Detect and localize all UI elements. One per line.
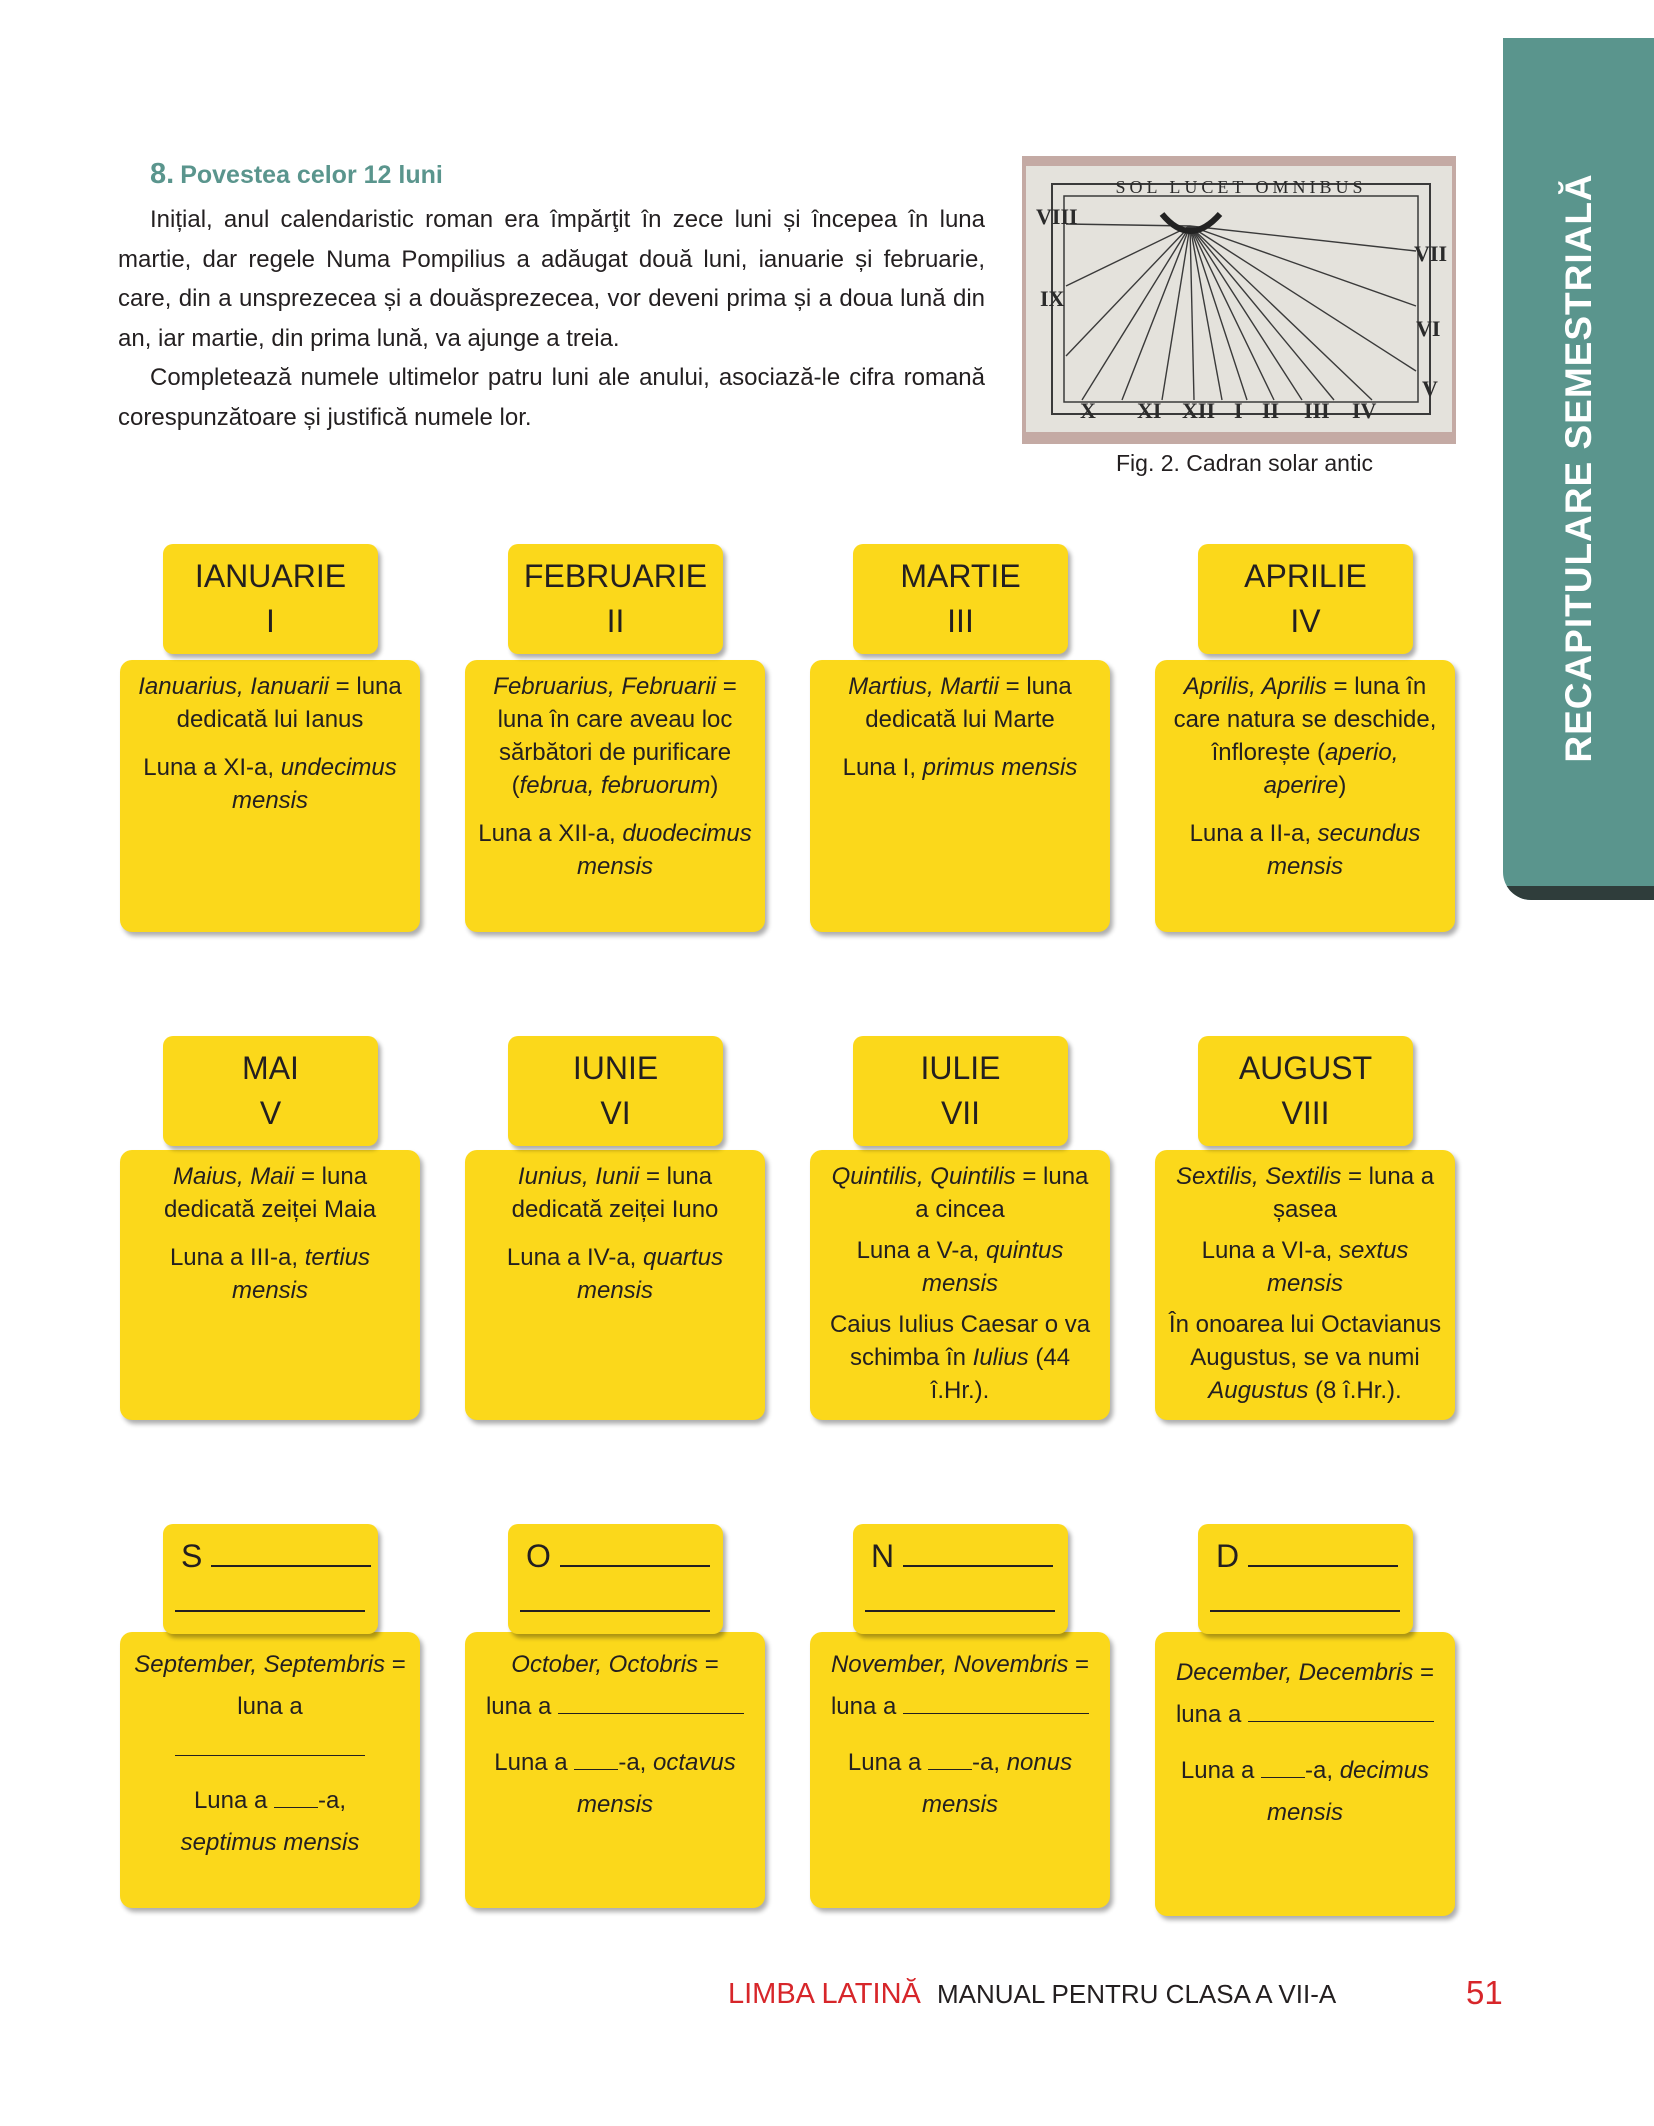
month-header-aug [1198, 1036, 1413, 1146]
paren-close: ) [710, 772, 719, 799]
ordinal: tertius mensis [231, 1244, 371, 1304]
order: Luna I, [842, 754, 923, 781]
order-suffix: -a, [318, 1787, 347, 1814]
figure-caption: Fig. 2. Cadran solar antic [1116, 450, 1373, 476]
meaning-prefix: luna a [830, 1693, 897, 1720]
month-numeral-blank[interactable] [520, 1580, 710, 1612]
ordinal: octavus mensis [576, 1749, 736, 1818]
month-card-may [120, 1150, 420, 1420]
sundial-inscription: SOL LUCET OMNIBUS [1115, 177, 1367, 197]
renaming-date: (44 î.Hr.). [930, 1344, 1071, 1404]
latin-name: Martius, Martii [848, 673, 999, 700]
month-name-blank[interactable] [211, 1535, 371, 1567]
order: Luna a [494, 1749, 575, 1776]
month-card-nov [810, 1632, 1110, 1908]
month-numeral-blank[interactable] [175, 1580, 365, 1612]
numeral-x: X [1080, 398, 1096, 423]
order: Luna a XI-a, [143, 754, 281, 781]
exercise-text [118, 200, 985, 437]
ordinal: septimus mensis [180, 1829, 360, 1856]
meaning: = [1413, 1659, 1435, 1686]
numeral-ix: IX [1040, 286, 1065, 311]
latin-name: September, Septembris [134, 1651, 386, 1678]
latin-name: Quintilis, Quintilis [831, 1163, 1016, 1190]
instruction-paragraph: Completează numele ultimelor patru luni ale anului, asociază-le cifra romană corespunzătoare și justifică numele lor. [118, 364, 985, 431]
numeral-v: V [1422, 376, 1438, 401]
month-numeral: IV [1290, 603, 1321, 639]
month-initial: S [181, 1538, 203, 1574]
month-card-dec [1155, 1632, 1455, 1916]
meaning-blank[interactable] [175, 1729, 365, 1756]
numeral-iii: III [1304, 398, 1330, 423]
month-card-mar [810, 660, 1110, 932]
order: Luna a XII-a, [478, 820, 623, 847]
meaning: = luna dedicată lui Marte [865, 673, 1072, 733]
month-name: AUGUST [1238, 1050, 1373, 1086]
etymology: aperio, aperire [1263, 739, 1399, 799]
month-initial: N [871, 1538, 895, 1574]
order-suffix: -a, [972, 1749, 1007, 1776]
page-footer [728, 1978, 1336, 2011]
meaning: = luna a [237, 1651, 406, 1720]
numeral-i: I [1234, 398, 1243, 423]
page-number: 51 [1466, 1974, 1503, 2011]
exercise-number: 8. [150, 158, 175, 190]
meaning-blank[interactable] [903, 1687, 1089, 1714]
order-suffix: -a, [1305, 1757, 1340, 1784]
month-numeral: III [947, 603, 974, 639]
month-numeral: VIII [1281, 1095, 1330, 1131]
month-numeral: VII [940, 1095, 981, 1131]
exercise-title [150, 158, 443, 191]
month-numeral: VI [600, 1095, 631, 1131]
month-numeral: I [266, 603, 275, 639]
month-card-feb [465, 660, 765, 932]
meaning-blank[interactable] [558, 1687, 744, 1714]
month-card-jul [810, 1150, 1110, 1420]
order-blank[interactable] [574, 1743, 618, 1770]
ordinal: quartus mensis [576, 1244, 724, 1304]
latin-name: Ianuarius, Ianuarii [138, 673, 330, 700]
month-initial: O [526, 1538, 551, 1574]
month-name: IANUARIE [194, 558, 347, 594]
month-card-oct [465, 1632, 765, 1908]
meaning: = [698, 1651, 719, 1678]
numeral-iv: IV [1352, 398, 1377, 423]
sundial-image [1022, 156, 1456, 444]
order: Luna a IV-a, [506, 1244, 644, 1271]
ordinal: quintus mensis [921, 1237, 1064, 1297]
order: Luna a [193, 1787, 275, 1814]
month-header-jan [163, 544, 378, 654]
month-name: MARTIE [900, 558, 1021, 594]
numeral-ii: II [1262, 398, 1280, 423]
meaning-prefix: luna a [485, 1693, 552, 1720]
meaning: = luna dedicată zeiței Maia [163, 1163, 377, 1223]
month-numeral-blank[interactable] [865, 1580, 1055, 1612]
order: Luna a II-a, [1189, 820, 1318, 847]
month-name: APRILIE [1244, 558, 1367, 594]
latin-name: Sextilis, Sextilis [1175, 1163, 1342, 1190]
footer-subject: LIMBA LATINĂ [728, 1978, 921, 2010]
side-tab [1503, 38, 1654, 900]
numeral-xi: XI [1137, 398, 1162, 423]
numeral-vi: VI [1416, 316, 1441, 341]
month-header-nov [853, 1524, 1068, 1634]
meaning: = luna în care natura se deschide, înflorește ( [1173, 673, 1437, 766]
order: Luna a III-a, [169, 1244, 305, 1271]
meaning: = luna dedicată zeiței Iuno [511, 1163, 719, 1223]
new-name: Iulius [972, 1344, 1029, 1371]
month-card-sep [120, 1632, 420, 1908]
latin-name: October, Octobris [511, 1651, 699, 1678]
numeral-vii: VII [1414, 241, 1448, 266]
month-numeral-blank[interactable] [1210, 1580, 1400, 1612]
month-header-mar [853, 544, 1068, 654]
month-header-jul [853, 1036, 1068, 1146]
order: Luna a V-a, [856, 1237, 987, 1264]
month-name: MAI [242, 1050, 299, 1086]
order-blank[interactable] [274, 1781, 318, 1808]
latin-name: Maius, Maii [172, 1163, 295, 1190]
etymology: februa, februorum [519, 772, 711, 799]
month-header-jun [508, 1036, 723, 1146]
month-card-apr [1155, 660, 1455, 932]
ordinal: undecimus mensis [231, 754, 397, 814]
month-header-feb [508, 544, 723, 654]
latin-name: November, Novembris [830, 1651, 1069, 1678]
order-suffix: -a, [618, 1749, 654, 1776]
ordinal: sextus mensis [1266, 1237, 1409, 1297]
order: Luna a [1180, 1757, 1261, 1784]
month-name-blank[interactable] [903, 1535, 1053, 1567]
numeral-viii: VIII [1036, 204, 1078, 229]
meaning-blank[interactable] [1248, 1695, 1434, 1722]
month-header-oct [508, 1524, 723, 1634]
month-initial: D [1216, 1538, 1240, 1574]
ordinal: duodecimus mensis [576, 820, 752, 880]
numeral-xii: XII [1182, 398, 1216, 423]
meaning: = luna în care aveau loc sărbători de purificare ( [497, 673, 737, 799]
latin-name: Aprilis, Aprilis [1183, 673, 1327, 700]
ordinal: decimus mensis [1266, 1757, 1430, 1826]
month-name: IUNIE [572, 1050, 659, 1086]
month-numeral: II [606, 603, 625, 639]
exercise-title-text: Povestea celor 12 luni [180, 161, 443, 189]
meaning: = luna dedicată lui Ianus [176, 673, 402, 733]
new-name: Augustus [1208, 1377, 1309, 1404]
latin-name: Februarius, Februarii [493, 673, 717, 700]
order: Luna a [847, 1749, 928, 1776]
ordinal: secundus mensis [1266, 820, 1421, 880]
month-card-jun [465, 1150, 765, 1420]
order-blank[interactable] [928, 1743, 972, 1770]
month-header-sep [163, 1524, 378, 1634]
month-numeral: V [259, 1095, 282, 1131]
renaming-note: Caius Iulius Caesar o va schimba în [829, 1311, 1091, 1371]
intro-paragraph: Inițial, anul calendaristic roman era împărţit în zece luni și începea în luna martie, dar regele Numa Pompilius a adăugat două luni, ianuarie și februarie, care, din a unsprezecea și a douăsprezecea, vor deveni prima și a doua lună din an, iar martie, din prima lună, va ajunge a treia. [118, 206, 985, 352]
month-header-apr [1198, 544, 1413, 654]
footer-manual: MANUAL PENTRU CLASA A VII-A [936, 1979, 1337, 2009]
order-blank[interactable] [1261, 1751, 1305, 1778]
month-card-aug [1155, 1150, 1455, 1420]
renaming-date: (8 î.Hr.). [1308, 1377, 1402, 1404]
month-name: FEBRUARIE [523, 558, 708, 594]
meaning: = luna a cincea [915, 1163, 1089, 1223]
paren-close: ) [1338, 772, 1347, 799]
month-name: IULIE [920, 1050, 1001, 1086]
month-card-jan [120, 660, 420, 932]
month-name-blank[interactable] [560, 1535, 710, 1567]
meaning: = luna a șasea [1272, 1163, 1435, 1223]
ordinal: nonus mensis [921, 1749, 1073, 1818]
latin-name: Iunius, Iunii [517, 1163, 640, 1190]
meaning-prefix: luna a [1175, 1701, 1242, 1728]
latin-name: December, Decembris [1175, 1659, 1414, 1686]
ordinal: primus mensis [922, 754, 1078, 781]
month-header-dec [1198, 1524, 1413, 1634]
sundial-figure [1022, 156, 1456, 444]
meaning: = [1068, 1651, 1090, 1678]
month-header-may [163, 1036, 378, 1146]
side-tab-label: RECAPITULARE SEMESTRIALĂ [1557, 173, 1599, 763]
month-name-blank[interactable] [1248, 1535, 1398, 1567]
order: Luna a VI-a, [1201, 1237, 1340, 1264]
renaming-note: În onoarea lui Octavianus Augustus, se va numi [1168, 1311, 1442, 1371]
